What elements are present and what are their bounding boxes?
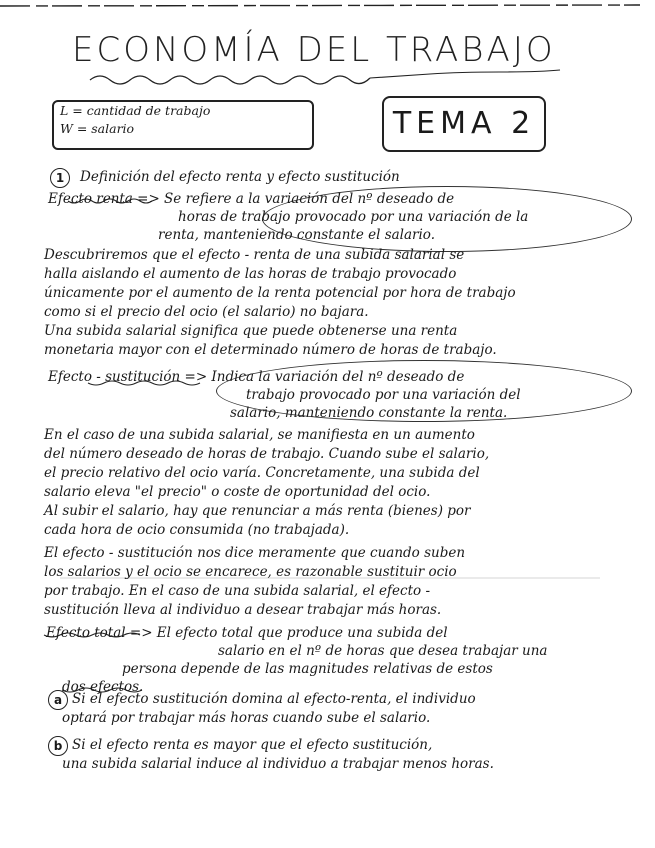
note-a-line2: optará por trabajar más horas cuando sube el salario. [62,710,431,726]
definition-labor: L = cantidad de trabajo [60,103,211,118]
efecto-sustitucion-line3: salario, manteniendo constante la renta. [230,405,508,421]
note-a-line1: Si el efecto sustitución domina al efecto-renta, el individuo [72,691,476,707]
definitions-box [52,100,314,150]
paragraph3-line3: por trabajo. En el caso de una subida salarial, el efecto - [44,583,431,599]
note-b-line2: una subida salarial induce al individuo a trabajar menos horas. [62,756,494,772]
efecto-total-line1: Efecto total => El efecto total que produce una subida del [46,625,448,641]
note-b-line1: Si el efecto renta es mayor que el efecto sustitución, [72,737,433,753]
note-a-marker: a [48,690,68,710]
paragraph1-line5: Una subida salarial significa que puede obtenerse una renta [44,323,458,339]
section-number: 1 [50,168,70,188]
efecto-sustitucion-line1: Efecto - sustitución => Indica la variación del nº deseado de [48,369,465,385]
efecto-total-line4: dos efectos. [62,679,144,695]
efecto-total-line2: salario en el nº de horas que desea trabajar una [218,643,548,659]
paragraph3-line2: los salarios y el ocio se encarece, es razonable sustituir ocio [44,564,457,580]
efecto-renta-line1: Efecto renta => Se refiere a la variación del nº deseado de [48,191,455,207]
efecto-sustitucion-line2: trabajo provocado por una variación del [246,387,521,403]
efecto-renta-line2: horas de trabajo provocado por una variación de la [178,209,529,225]
paragraph1-line4: como si el precio del ocio (el salario) no bajara. [44,304,369,320]
paragraph1-line3: únicamente por el aumento de la renta potencial por hora de trabajo [44,285,516,301]
paragraph1-line2: halla aislando el aumento de las horas de trabajo provocado [44,266,457,282]
tema-badge: TEMA 2 [382,96,546,152]
note-b-marker: b [48,736,68,756]
paragraph2-line5: Al subir el salario, hay que renunciar a más renta (bienes) por [44,503,471,519]
paragraph2-line4: salario eleva "el precio" o coste de oportunidad del ocio. [44,484,431,500]
paragraph3-line4: sustitución lleva al individuo a desear trabajar más horas. [44,602,442,618]
efecto-renta-line3: renta, manteniendo constante el salario. [158,227,435,243]
section-heading: Definición del efecto renta y efecto sustitución [80,169,400,185]
efecto-total-line3: persona depende de las magnitudes relativas de estos [122,661,493,677]
paragraph1-line6: monetaria mayor con el determinado número de horas de trabajo. [44,342,497,358]
paragraph3-line1: El efecto - sustitución nos dice meramente que cuando suben [44,545,466,561]
definition-wage: W = salario [60,121,135,136]
paragraph2-line3: el precio relativo del ocio varía. Concretamente, una subida del [44,465,480,481]
paragraph2-line1: En el caso de una subida salarial, se manifiesta en un aumento [44,427,475,443]
page-title: ECONOMÍA DEL TRABAJO [72,30,556,70]
paragraph2-line2: del número deseado de horas de trabajo. Cuando sube el salario, [44,446,490,462]
paragraph2-line6: cada hora de ocio consumida (no trabajada). [44,522,350,538]
paragraph1-line1: Descubriremos que el efecto - renta de una subida salarial se [44,247,465,263]
